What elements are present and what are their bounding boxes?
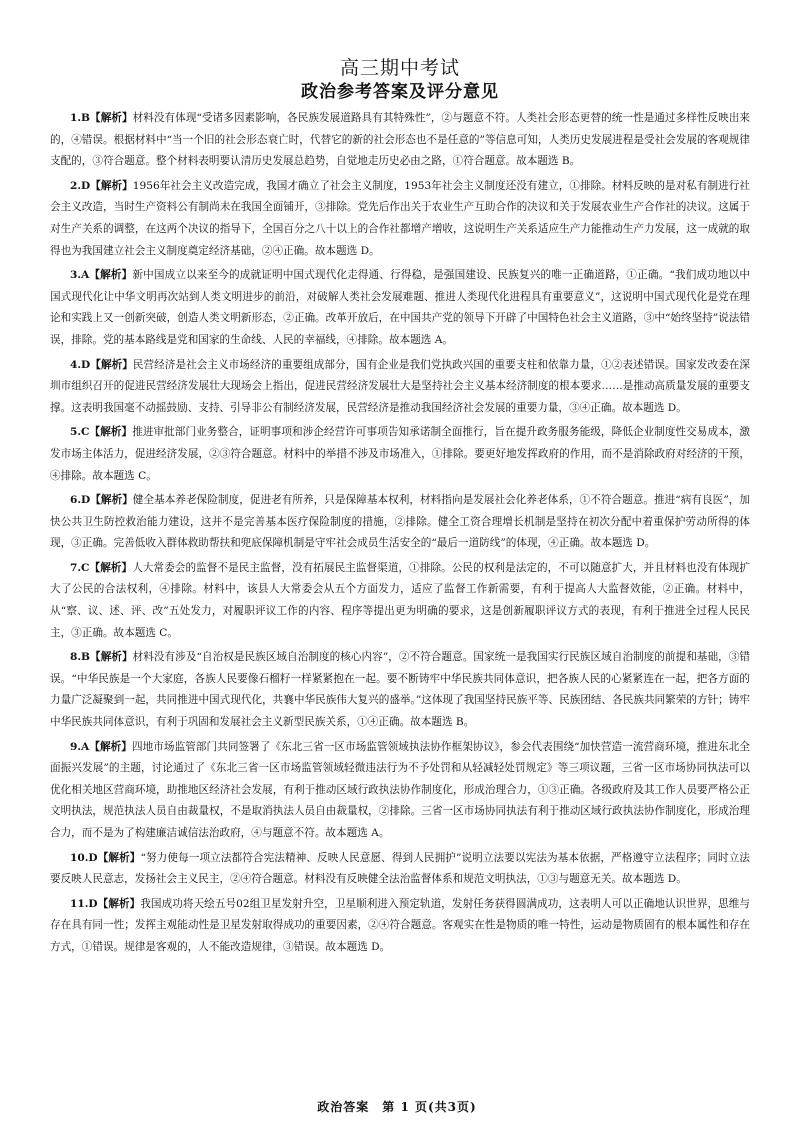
answer-number: 6.D (70, 494, 91, 507)
answer-item (50, 265, 750, 351)
answer-text: 我国成功将天绘五号02组卫星发射升空，卫星顺利进入预定轨道，发射任务获得圆满成功，这表明人可以正确地认识世界，思维与存在具有同一性；发挥主观能动性是卫星发射取得成功的重要因素，②④符合题意。客观实在性是物质的唯一特性，运动是物质固有的根本属性和存在方式，①错误。规律是客观的，人不能改造规律，③错误。故本题选 D。 (50, 897, 751, 953)
analysis-tag: 【解析】 (89, 740, 132, 753)
analysis-tag: 【解析】 (90, 179, 133, 192)
answer-text: 四地市场监管部门共同签署了《东北三省一区市场监管领域执法协作框架协议》，参会代表围绕“加快营造一流营商环境，推进东北全面振兴发展”的主题，讨论通过了《东北三省一区市场监管领域轻微违法行为不予处罚和从轻减轻处罚规定》等三项议题，三省一区市场协同执法可以优化相关地区营商环境，助推地区经济社会发展，有利于推动区域行政执法协作制度化，形成治理合力，①③正确。各级政府及其工作人员要严格公正文明执法，规范执法人员自由裁量权，不是取消执法人员自由裁量权，②排除。三省一区市场协同执法有利于推动区域行政执法协作制度化，形成治理合力，而不是为了构建廉洁诚信法治政府，④与题意不符。故本题选 A。 (50, 740, 750, 839)
answer-number: 10.D (70, 851, 98, 864)
page-footer: 政治答案 第 1 页(共3页) (317, 1100, 477, 1114)
page-subtitle: 政治参考答案及评分意见 (301, 82, 499, 102)
page-title: 高三期中考试 (339, 57, 460, 79)
answer-number: 2.D (70, 179, 91, 192)
analysis-tag: 【解析】 (89, 269, 133, 282)
answer-text: 推进审批部门业务整合，证明事项和涉企经营许可事项告知承诺制全面推行，旨在提升政务服务能级，降低企业制度性交易成本，激发市场主体活力，促进经济发展，②③符合题意。材料中的举措不涉及市场准入，①排除。要更好地发挥政府的作用，而不是消除政府对经济的干预，④排除。故本题选 C。 (50, 426, 751, 482)
answer-number: 8.B (70, 651, 91, 664)
analysis-tag: 【解析】 (90, 651, 133, 664)
answer-item (50, 737, 750, 845)
analysis-tag: 【解析】 (89, 561, 133, 574)
answer-item (50, 422, 750, 487)
answer-text: 民营经济是社会主义市场经济的重要组成部分，国有企业是我们党执政兴国的重要支柱和依靠力量，①②表述错误。国家发改委在深圳市组织召开的促进民营经济发展壮大现场会上指出，促进民营经济发展壮大是坚持社会主义基本经济制度的根本要求……是推动高质量发展的重要支撑。这表明我国毫不动摇鼓励、支持、引导非公有制经济发展，民营经济是推动我国经济社会发展的重要力量，③④正确。故本题选 D。 (50, 358, 751, 414)
answer-number: 3.A (70, 269, 90, 282)
answer-text: 新中国成立以来至今的成就证明中国式现代化走得通、行得稳，是强国建设、民族复兴的唯一正确道路，①正确。“我们成功地以中国式现代化让中华文明再次站到人类文明进步的前沿，对破解人类社会发展难题、推进人类现代化进程具有重要意义”，这说明中国式现代化是党在理论和实践上又一创新突破，创造人类文明新形态，②正确。改革开放后，在中国共产党的领导下开辟了中国特色社会主义道路，③中“始终坚持”说法错误，排除。党的基本路线是党和国家的生命线、人民的幸福线，④排除。故本题选 A。 (50, 269, 750, 346)
answer-text: 材料没有涉及“自治权是民族区域自治制度的核心内容”，②不符合题意。国家统一是我国实行民族区域自治制度的前提和基础，③错误。“中华民族是一个大家庭，各族人民要像石榴籽一样紧紧抱在一起。要不断铸牢中华民族共同体意识，把各族人民的心紧紧连在一起，把各方面的力量广泛凝聚到一起，共同推进中国式现代化，共襄中华民族伟大复兴的盛举。”这体现了我国坚持民族平等、民族团结、各民族共同繁荣的方针；铸牢中华民族共同体意识，有利于巩固和发展社会主义新型民族关系，①④正确。故本题选 B。 (50, 651, 750, 729)
answer-text: 材料没有体现“受诸多因素影响，各民族发展道路具有其特殊性”，②与题意不符。人类社会形态更替的统一性是通过多样性反映出来的，④错误。根据材料中“当一个旧的社会形态衰亡时，代替它的新的社会形态也不是任意的”等信息可知，人类历史发展进程是受社会发展的客观规律支配的，③符合题意。整个材料表明要认清历史发展总趋势，自觉地走历史必由之路，①符合题意。故本题选 B。 (50, 112, 750, 168)
answer-item (50, 355, 750, 420)
analysis-tag: 【解析】 (90, 494, 133, 507)
answer-item (50, 848, 750, 891)
answer-number: 9.A (70, 740, 90, 753)
answer-item (50, 647, 750, 733)
answer-number: 5.C (70, 426, 90, 439)
analysis-tag: 【解析】 (97, 851, 141, 864)
answer-item (50, 894, 750, 959)
answer-number: 1.B (70, 112, 91, 124)
answer-text: 人大常委会的监督不是民主监督，没有拓展民主监督渠道，①排除。公民的权利是法定的，不可以随意扩大，并且材料也没有体现扩大了公民的合法权利，④排除。材料中，该县人大常委会从五个方面发力，适应了监督工作新需要，有利于提高人大监督效能，②正确。材料中，从“察、议、述、评、改”五处发力，对履职评议工作的内容、程序等提出更为明确的要求，这是创新履职评议方式的表现，有利于推进全过程人民民主，③正确。故本题选 C。 (50, 561, 751, 639)
answer-sheet-page (50, 56, 750, 962)
answer-number: 7.C (70, 561, 90, 574)
answer-number: 11.D (70, 897, 98, 910)
answer-number: 4.D (70, 358, 91, 371)
answer-item (50, 558, 750, 644)
answer-item (50, 176, 750, 262)
answer-item (50, 490, 750, 555)
answer-item (50, 108, 750, 173)
answer-list (50, 108, 750, 959)
analysis-tag: 【解析】 (90, 112, 133, 124)
analysis-tag: 【解析】 (89, 426, 133, 439)
analysis-tag: 【解析】 (90, 358, 133, 371)
analysis-tag: 【解析】 (97, 897, 141, 910)
answer-text: 健全基本养老保险制度，促进老有所养，只是保障基本权利，材料指向是发展社会化养老体系，①不符合题意。推进“病有良医”，加快公共卫生防控救治能力建设，这并不是完善基本医疗保险制度的措施，②排除。健全工资合理增长机制是坚持在初次分配中着重保护劳动所得的体现，③正确。完善低收入群体救助帮扶和兜底保障机制是守牢社会成员生活安全的“最后一道防线”的体现，④正确。故本题选 D。 (50, 494, 751, 550)
answer-text: “努力使每一项立法都符合宪法精神、反映人民意愿、得到人民拥护”说明立法要以宪法为基本依据，严格遵守立法程序；同时立法要反映人民意志，发扬社会主义民主，②④符合题意。材料没有反映健全法治监督体系和规范文明执法，①③与题意无关。故本题选 D。 (50, 851, 751, 886)
answer-text: 1956年社会主义改造完成，我国才确立了社会主义制度，1953年社会主义制度还没有建立，①排除。材料反映的是对私有制进行社会主义改造，当时生产资料公有制尚未在我国全面铺开，③排除。党先后作出关于农业生产互助合作的决议和关于发展农业生产合作社的决议。这属于对生产关系的调整，在这两个决议的指导下，全国百分之八十以上的合作社都增产增收，这说明生产关系适应生产力能推动生产力发展，这一成就的取得也为我国建立社会主义制度奠定经济基础，②④正确。故本题选 D。 (50, 179, 750, 257)
